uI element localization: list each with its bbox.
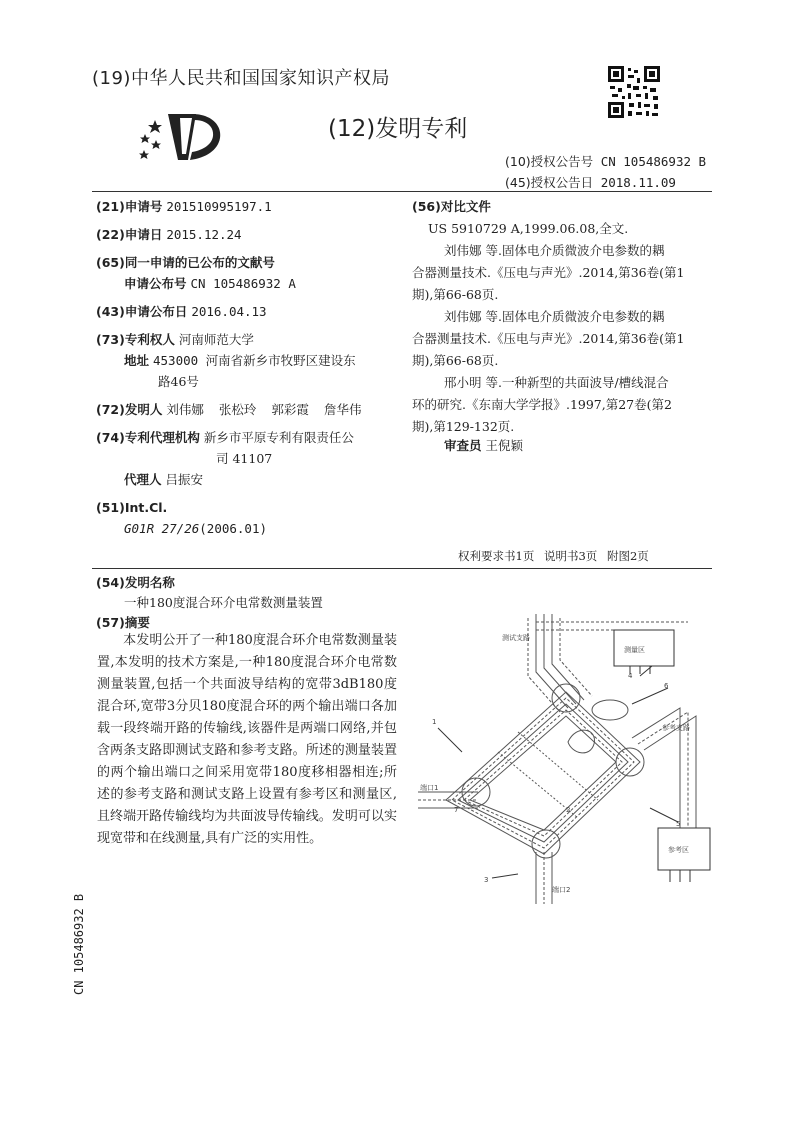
application-publication-row bbox=[124, 273, 296, 294]
citations-label-row bbox=[412, 196, 491, 217]
citation-line: 环的研究.《东南大学学报》.1997,第27卷(第2 bbox=[412, 397, 672, 412]
address-row bbox=[124, 350, 356, 371]
application-publication-label: 申请公布号 bbox=[124, 276, 187, 291]
label-4: 4 bbox=[628, 672, 633, 680]
address-label: 地址 bbox=[124, 353, 150, 368]
inventors-row bbox=[96, 399, 361, 420]
examiner: 王倪颖 bbox=[485, 438, 524, 453]
patent-office-header: (19)中华人民共和国国家知识产权局 bbox=[92, 68, 390, 89]
device-diagram-figure bbox=[418, 612, 720, 904]
publication-number-row bbox=[505, 152, 706, 170]
citation-line: 合器测量技术.《压电与声光》.2014,第36卷(第1 bbox=[412, 331, 685, 346]
label-6: 6 bbox=[664, 682, 669, 690]
citation-line: US 5910729 A,1999.06.08,全文. bbox=[428, 221, 629, 236]
agent: 吕振安 bbox=[165, 472, 204, 487]
label-7: 7 bbox=[454, 806, 459, 814]
publication-number-label: (10)授权公告号 bbox=[505, 154, 594, 169]
abstract-text bbox=[97, 630, 397, 850]
port-1-label: 端口1 bbox=[420, 784, 439, 792]
same-application-label: (65)同一申请的已公布的文献号 bbox=[96, 255, 275, 270]
publication-date: 2018.11.09 bbox=[600, 175, 676, 190]
patentee: 河南师范大学 bbox=[178, 332, 254, 347]
port-2-label: 端口2 bbox=[552, 886, 571, 894]
ipc-year: (2006.01) bbox=[199, 521, 267, 536]
agent-row bbox=[124, 469, 203, 490]
inventors: 刘伟娜 张松玲 郭彩霞 詹华伟 bbox=[166, 402, 362, 417]
application-date-row bbox=[96, 224, 242, 245]
label-5: 5 bbox=[676, 820, 681, 828]
ipc-label bbox=[96, 497, 167, 518]
reference-zone-label: 参考区 bbox=[668, 846, 689, 854]
cnipa-emblem-logo bbox=[130, 108, 230, 166]
label-3: 3 bbox=[484, 876, 489, 884]
application-publication-date-row bbox=[96, 301, 267, 322]
citations-label: (56)对比文件 bbox=[412, 199, 491, 214]
test-branch-label: 测试支路 bbox=[502, 634, 530, 642]
examiner-label: 审查员 bbox=[444, 438, 482, 453]
page-count-info: 权利要求书1页 说明书3页 附图2页 bbox=[458, 549, 649, 563]
citation-line: 邢小明 等.一种新型的共面波导/槽线混合 bbox=[444, 375, 669, 390]
citations-list bbox=[412, 218, 718, 438]
label-2: 2 bbox=[566, 806, 571, 814]
citation-line: 合器测量技术.《压电与声光》.2014,第36卷(第1 bbox=[412, 265, 685, 280]
ipc-row bbox=[124, 518, 267, 539]
address-line-1: 453000 河南省新乡市牧野区建设东 bbox=[153, 353, 356, 368]
title-label: (54)发明名称 bbox=[96, 575, 175, 590]
qr-code bbox=[608, 66, 660, 118]
inventors-label: (72)发明人 bbox=[96, 402, 163, 417]
invention-title: 一种180度混合环介电常数测量装置 bbox=[124, 595, 323, 610]
publication-date-label: (45)授权公告日 bbox=[505, 175, 594, 190]
patentee-row bbox=[96, 329, 254, 350]
patent-type-title: (12)发明专利 bbox=[328, 116, 468, 142]
application-number: 201510995197.1 bbox=[166, 199, 272, 214]
application-date-label: (22)申请日 bbox=[96, 227, 163, 242]
ipc-code: G01R 27/26 bbox=[124, 521, 200, 536]
citation-line: 期),第66-68页. bbox=[412, 353, 499, 368]
citation-line: 刘伟娜 等.固体电介质微波介电参数的耦 bbox=[444, 243, 665, 258]
agency-label: (74)专利代理机构 bbox=[96, 430, 200, 445]
application-publication-number: CN 105486932 A bbox=[190, 276, 296, 291]
reference-branch-label: 参考支路 bbox=[662, 724, 690, 732]
application-publication-date: 2016.04.13 bbox=[191, 304, 267, 319]
citation-line: 期),第129-132页. bbox=[412, 419, 515, 434]
side-publication-number: CN 105486932 B bbox=[72, 893, 86, 995]
agency-line-1: 新乡市平原专利有限责任公 bbox=[203, 430, 354, 445]
abstract-body: 本发明公开了一种180度混合环介电常数测量装置,本发明的技术方案是,一种180度混合环介电常数测量装置,包括一个共面波导结构的宽带3dB180度混合环,宽带3分贝180度混合环的两个输出端口各加载一段终端开路的传输线,该器件是两端口网络,并包含两条支路即测试支路和参考支路。所述的测量装置的两个输出端口之间采用宽带180度移相器相连;所述的参考支路和测试支路上设置有参考区和测量区,且终端开路传输线均为共面波导传输线。发明可以实现宽带和在线测量,具有广泛的实用性。 bbox=[97, 633, 397, 846]
application-number-label: (21)申请号 bbox=[96, 199, 163, 214]
agency-row bbox=[96, 427, 354, 448]
agent-label: 代理人 bbox=[124, 472, 162, 487]
patentee-label: (73)专利权人 bbox=[96, 332, 175, 347]
citation-line: 刘伟娜 等.固体电介质微波介电参数的耦 bbox=[444, 309, 665, 324]
header-divider bbox=[92, 191, 712, 192]
publication-number: CN 105486932 B bbox=[600, 154, 707, 169]
title-label-row bbox=[96, 572, 175, 593]
section-divider bbox=[92, 568, 712, 569]
same-application-row bbox=[96, 252, 275, 273]
application-publication-date-label: (43)申请公布日 bbox=[96, 304, 188, 319]
publication-date-row bbox=[505, 173, 676, 191]
abstract-label: (57)摘要 bbox=[96, 615, 150, 630]
citation-line: 期),第66-68页. bbox=[412, 287, 499, 302]
measurement-zone-label: 测量区 bbox=[624, 646, 645, 654]
agency-line-2: 司 41107 bbox=[216, 451, 273, 466]
address-line-2: 路46号 bbox=[158, 374, 199, 389]
examiner-row bbox=[444, 435, 523, 456]
application-number-row bbox=[96, 196, 272, 217]
ipc-label-text: (51)Int.Cl. bbox=[96, 500, 168, 515]
label-1: 1 bbox=[432, 718, 437, 726]
application-date: 2015.12.24 bbox=[166, 227, 242, 242]
